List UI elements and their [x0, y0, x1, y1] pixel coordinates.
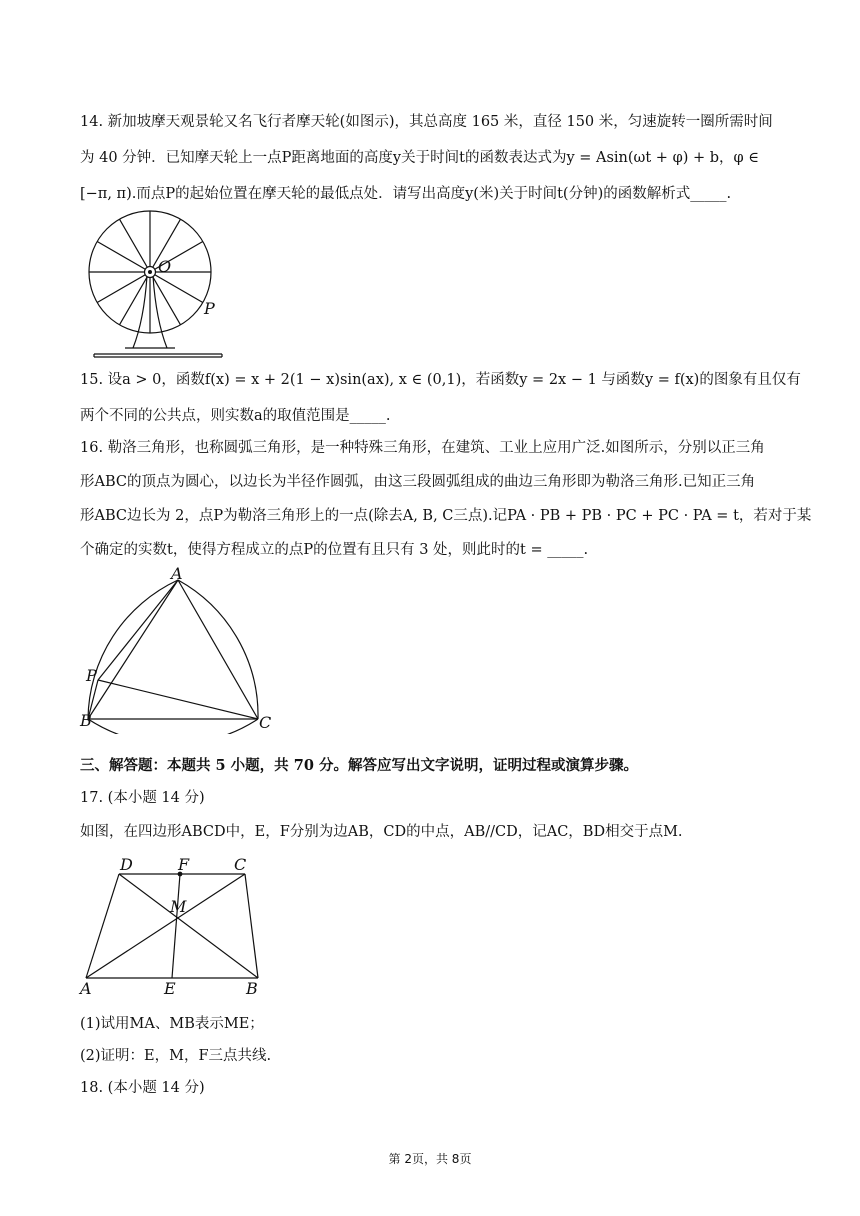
problem-17-header: 17. (本小题 14 分): [80, 790, 205, 806]
label-p-wheel: P: [204, 299, 215, 318]
label-m: M: [170, 897, 187, 916]
label-e: E: [164, 979, 176, 998]
ferris-wheel-figure: [78, 208, 228, 360]
label-b-quad: B: [246, 979, 258, 998]
problem-15-line-1: 15. 设a > 0，函数f(x) = x + 2(1 − x)sin(ax), x ∈ (0,1)，若函数y = 2x − 1 与函数y = f(x)的图象有且仅有: [80, 372, 801, 388]
label-b-reuleaux: B: [80, 711, 92, 730]
problem-17-stem: 如图，在四边形ABCD中，E，F分别为边AB，CD的中点，AB//CD，记AC，BD相交于点M.: [80, 824, 683, 840]
problem-16-line-3: 形ABC边长为 2，点P为勒洛三角形上的一点(除去A, B, C三点).记PA · PB + PB · PC + PC · PA = t，若对于某: [80, 508, 812, 524]
quadrilateral-figure: [76, 852, 276, 1000]
problem-14-line-1: 14. 新加坡摩天观景轮又名飞行者摩天轮(如图示)，其总高度 165 米，直径 150 米，匀速旋转一圈所需时间: [80, 114, 773, 130]
problem-16-line-2: 形ABC的顶点为圆心，以边长为半径作圆弧，由这三段圆弧组成的曲边三角形即为勒洛三角形.已知正三角: [80, 474, 756, 490]
problem-17-question-1: (1)试用MA、MB表示ME；: [80, 1016, 264, 1032]
page-footer: 第 2页，共 8页: [388, 1152, 472, 1166]
reuleaux-triangle-figure: [76, 564, 286, 734]
label-a-reuleaux: A: [171, 564, 183, 583]
label-o: O: [158, 257, 172, 276]
label-p-reuleaux: P: [86, 666, 97, 685]
problem-14-line-2: 为 40 分钟．已知摩天轮上一点P距离地面的高度y关于时间t的函数表达式为y = Asin(ωt + φ) + b，φ ∈: [80, 150, 760, 166]
label-f: F: [178, 855, 190, 874]
problem-16-line-1: 16. 勒洛三角形，也称圆弧三角形，是一种特殊三角形，在建筑、工业上应用广泛.如图所示，分别以正三角: [80, 440, 765, 456]
label-c-quad: C: [234, 855, 247, 874]
problem-18-header: 18. (本小题 14 分): [80, 1080, 205, 1096]
problem-16-line-4: 个确定的实数t，使得方程成立的点P的位置有且只有 3 处，则此时的t = _____.: [80, 542, 589, 558]
section-3-heading: 三、解答题：本题共 5 小题，共 70 分。解答应写出文字说明，证明过程或演算步骤。: [80, 757, 638, 774]
problem-15-line-2: 两个不同的公共点，则实数a的取值范围是_____.: [80, 408, 391, 424]
label-d: D: [120, 855, 133, 874]
problem-14-line-3: [−π, π).而点P的起始位置在摩天轮的最低点处．请写出高度y(米)关于时间t(分钟)的函数解析式_____.: [80, 186, 732, 202]
problem-17-question-2: (2)证明：E，M，F三点共线.: [80, 1048, 272, 1064]
label-a-quad: A: [80, 979, 92, 998]
label-c-reuleaux: C: [259, 713, 272, 732]
